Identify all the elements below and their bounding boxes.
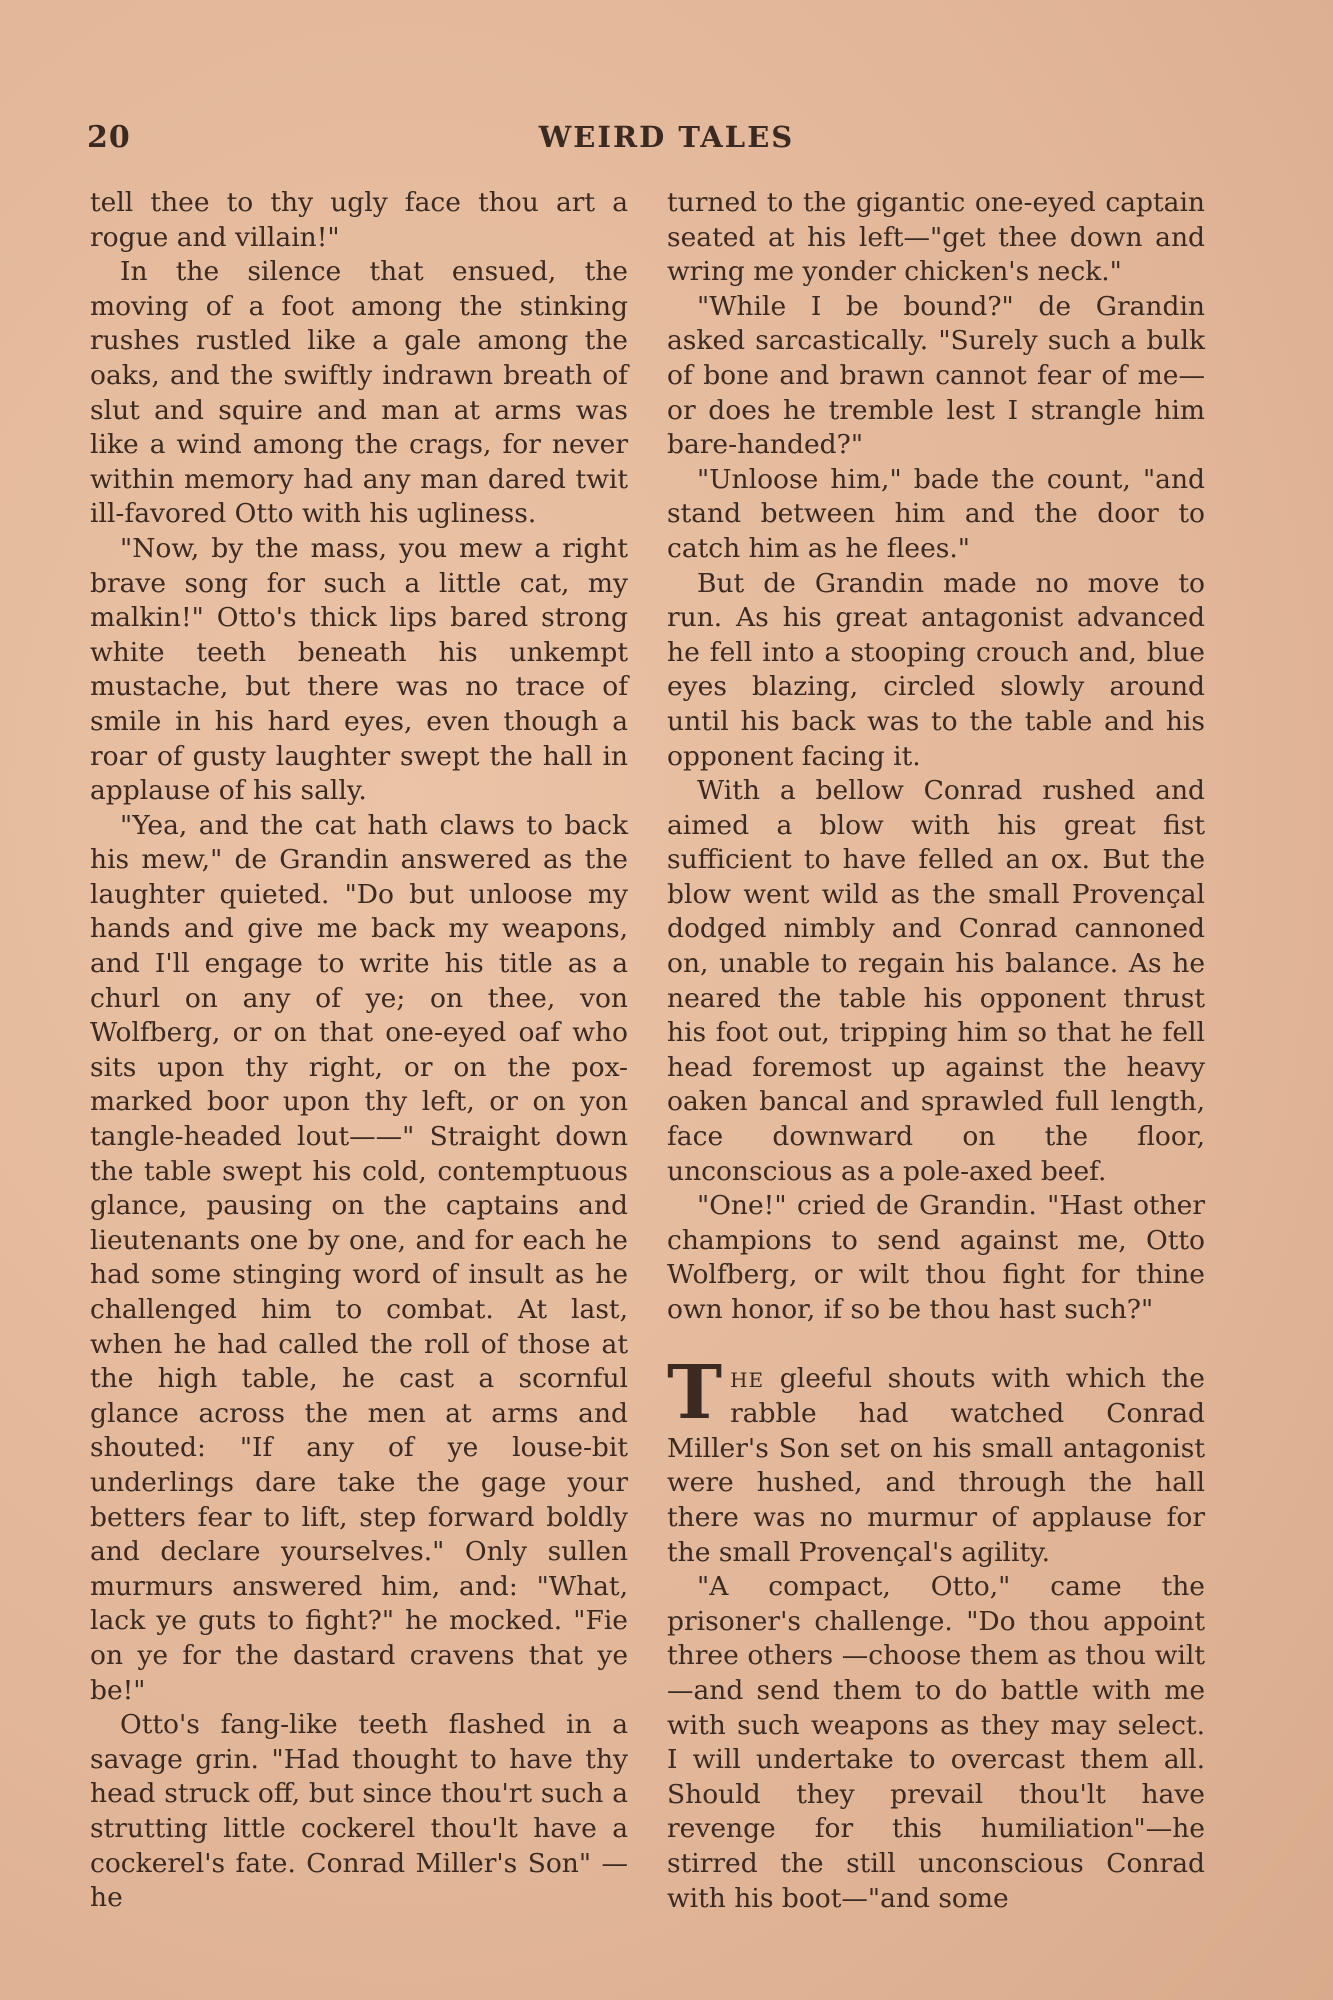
paragraph: "Now, by the mass, you mew a right brave song for such a little cat, my malkin!" Otto's thick lips bared strong white teeth beneath his unkempt mustache, but there was no trace of smile in his hard eyes, even though a roar of gusty laughter swept the hall in applause of his sally. — [90, 532, 628, 807]
paragraph: With a bellow Conrad rushed and aimed a blow with his great fist sufficient to have felled an ox. But the blow went wild as the small Provençal dodged nimbly and Conrad cannoned on, unable to regain his balance. As he neared the table his opponent thrust his foot out, tripping him so that he fell head foremost up against the heavy oaken bancal and sprawled full length, face downward on the floor, unconscious as a pole-axed beef. — [667, 775, 1205, 1187]
paragraph: "While I be bound?" de Grandin asked sarcastically. "Surely such a bulk of bone and brawn cannot fear of me—or does he tremble lest I strangle him bare-handed?" — [667, 290, 1205, 461]
drop-cap: T — [667, 1349, 723, 1436]
section-opening-paragraph — [667, 1349, 1205, 1571]
page-number: 20 — [87, 120, 131, 155]
paragraph: tell thee to thy ugly face thou art a rogue and villain!" — [90, 187, 628, 253]
running-head: WEIRD TALES — [538, 120, 795, 154]
paragraph: turned to the gigantic one-eyed captain seated at his left—"get thee down and wring me yonder chicken's neck." — [667, 187, 1205, 288]
section-break — [667, 1328, 1205, 1362]
paragraph: "Yea, and the cat hath claws to back his mew," de Grandin answered as the laughter quieted. "Do but unloose my hands and give me back my weapons, and I'll engage to write his title as a churl on any of ye; on thee, von Wolfberg, or on that one-eyed oaf who sits upon thy right, or on the pox-marked boor upon thy left, or on yon tangle-headed lout——" Straight down the table swept his cold, contemptuous glance, pausing on the captains and lieutenants one by one, and for each he had some stinging word of insult as he challenged him to combat. At last, when he had called the roll of those at the high table, he cast a scornful glance across the men at arms and shouted: "If any of ye louse-bit underlings dare take the gage your betters fear to lift, step forward boldly and declare yourselves." Only sullen murmurs answered him, and: "What, lack ye guts to fight?" he mocked. "Fie on ye for the dastard cravens that ye be!" — [90, 809, 628, 1706]
small-caps-lead: HE — [730, 1367, 765, 1392]
paragraph: In the silence that ensued, the moving of a foot among the stinking rushes rustled like a gale among the oaks, and the swiftly indrawn breath of slut and squire and man at arms was like a wind among the crags, for never within memory had any man dared twit ill-favored Otto with his ugliness. — [90, 256, 628, 530]
paragraph: But de Grandin made no move to run. As his great antagonist advanced he fell into a stooping crouch and, blue eyes blazing, circled slowly around until his back was to the table and his opponent facing it. — [667, 567, 1205, 772]
paragraph: "A compact, Otto," came the prisoner's challenge. "Do thou appoint three others —choose them as thou wilt—and send them to do battle with me with such weapons as they may select. I will undertake to overcast them all. Should they prevail thou'lt have revenge for this humiliation"—he stirred the still unconscious Conrad with his boot—"and some — [667, 1571, 1205, 1914]
left-column — [90, 186, 628, 1916]
paragraph: Otto's fang-like teeth flashed in a savage grin. "Had thought to have thy head struck off, but since thou'rt such a strutting little cockerel thou'lt have a cockerel's fate. Conrad Miller's Son" — he — [90, 1709, 628, 1914]
paragraph-text: gleeful shouts with which the rabble had watched Conrad Miller's Son set on his small antagonist were hushed, and through the hall there was no murmur of applause for the small Provençal's agility. — [667, 1362, 1205, 1568]
right-column — [667, 186, 1205, 1916]
paragraph: "Unloose him," bade the count, "and stand between him and the door to catch him as he flees." — [667, 463, 1205, 564]
paragraph: "One!" cried de Grandin. "Hast other champions to send against me, Otto Wolfberg, or wilt thou fight for thine own honor, if so be thou hast such?" — [667, 1190, 1205, 1325]
